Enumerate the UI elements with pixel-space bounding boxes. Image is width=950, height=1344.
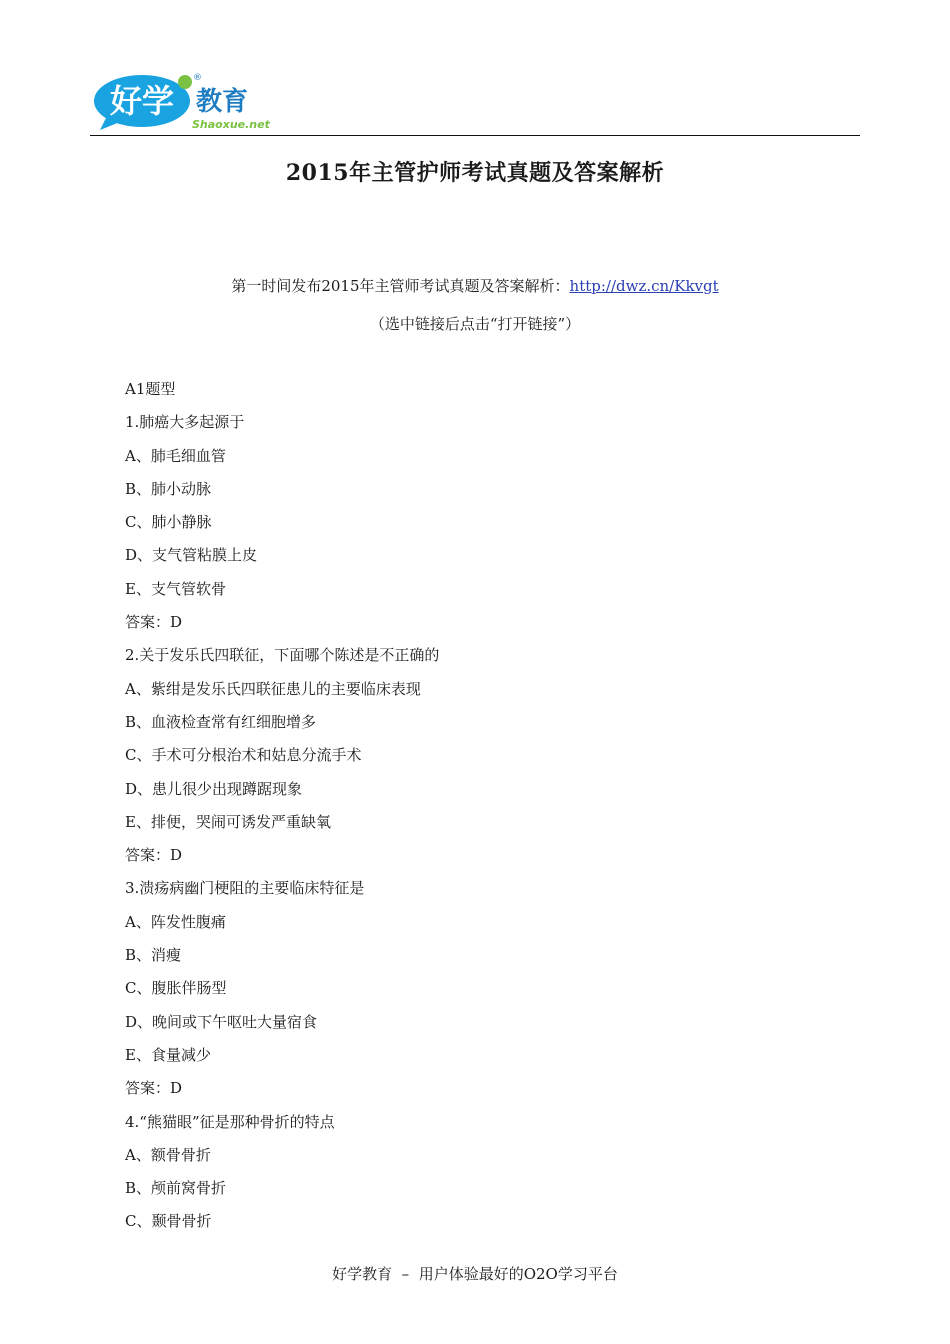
intro-text: 第一时间发布2015年主管师考试真题及答案解析： (231, 277, 570, 295)
link-instruction-note: （选中链接后点击“打开链接”） (369, 315, 581, 333)
brand-logo (92, 68, 282, 134)
option-line: C、颞骨骨折 (125, 1212, 212, 1231)
option-line: B、肺小动脉 (125, 479, 212, 498)
question-line: 1.肺癌大多起源于 (125, 413, 245, 432)
answer-line: 答案：D (125, 846, 183, 865)
answer-line: 答案：D (125, 613, 183, 632)
option-line: C、手术可分根治术和姑息分流手术 (125, 746, 362, 765)
option-line: E、排便，哭闹可诱发严重缺氧 (125, 812, 331, 831)
option-line: E、支气管软骨 (125, 579, 226, 598)
logo-secondary-text: 教育 (195, 87, 249, 117)
option-line: B、消瘦 (125, 946, 182, 965)
answer-line: 答案：D (125, 1079, 183, 1098)
option-line: A、阵发性腹痛 (125, 912, 226, 931)
header-divider (90, 135, 860, 136)
intro-line (0, 276, 950, 296)
option-line: C、腹胀伴肠型 (125, 979, 227, 998)
question-line: 2.关于发乐氏四联征，下面哪个陈述是不正确的 (125, 646, 440, 665)
option-line: B、血液检查常有红细胞增多 (125, 712, 317, 731)
question-line: 3.溃疡病幽门梗阻的主要临床特征是 (125, 879, 365, 898)
footer-slogan: 好学教育 – 用户体验最好的O2O学习平台 (332, 1265, 618, 1283)
logo-main-text: 好学 (109, 82, 175, 120)
option-line: A、额骨骨折 (125, 1145, 211, 1164)
brand-logo-graphic (92, 68, 282, 134)
page-title: 2015年主管护师考试真题及答案解析 (285, 160, 665, 186)
option-line: D、晚间或下午呕吐大量宿食 (125, 1012, 318, 1031)
option-line: A、紫绀是发乐氏四联征患儿的主要临床表现 (125, 679, 421, 698)
option-line: E、食量减少 (125, 1045, 211, 1064)
option-line: D、支气管粘膜上皮 (125, 546, 258, 565)
logo-domain-text: Shaoxue.net (192, 118, 270, 131)
option-line: D、患儿很少出现蹲踞现象 (125, 779, 303, 798)
option-line: B、颅前窝骨折 (125, 1179, 227, 1198)
registered-mark: ® (193, 73, 202, 83)
question-line: 4.“熊猫眼”征是那种骨折的特点 (125, 1112, 335, 1131)
question-list (125, 378, 845, 1244)
option-line: C、肺小静脉 (125, 513, 212, 532)
exam-link[interactable]: http://dwz.cn/Kkvgt (569, 277, 719, 295)
option-line: A、肺毛细血管 (125, 446, 226, 465)
question-line: A1题型 (125, 380, 176, 398)
